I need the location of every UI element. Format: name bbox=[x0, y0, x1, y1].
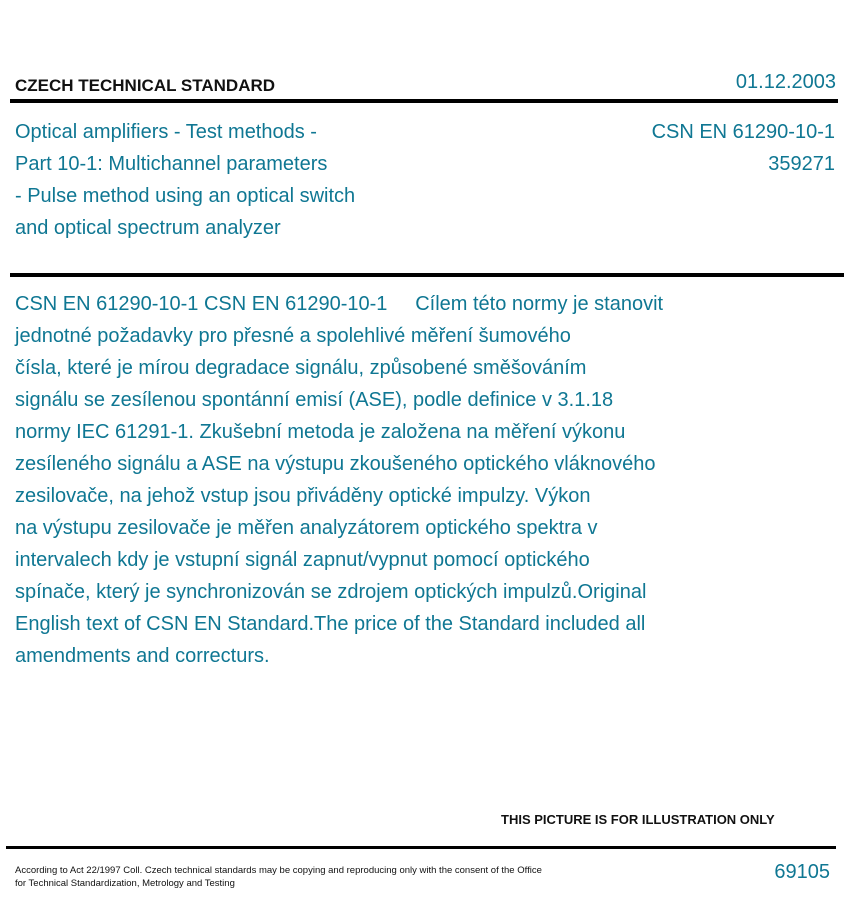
footer-divider bbox=[6, 846, 836, 849]
description-line: normy IEC 61291-1. Zkušební metoda je založena na měření výkonu bbox=[15, 421, 626, 443]
legal-line: for Technical Standardization, Metrology and Testing bbox=[15, 878, 235, 889]
description-line: na výstupu zesilovače je měřen analyzátorem optického spektra v bbox=[15, 517, 598, 539]
standard-description bbox=[15, 288, 735, 672]
description-line: čísla, které je mírou degradace signálu, způsobené směšováním bbox=[15, 357, 587, 379]
catalog-number: 359271 bbox=[768, 153, 835, 175]
standard-title bbox=[15, 116, 435, 244]
description-line: amendments and correcturs. bbox=[15, 645, 270, 667]
title-line: - Pulse method using an optical switch bbox=[15, 185, 356, 207]
description-line: intervalech kdy je vstupní signál zapnut/vypnut pomocí optického bbox=[15, 549, 590, 571]
description-line: jednotné požadavky pro přesné a spolehlivé měření šumového bbox=[15, 325, 571, 347]
legal-notice bbox=[15, 864, 615, 890]
header-divider bbox=[10, 99, 838, 103]
description-line: CSN EN 61290-10-1 CSN EN 61290-10-1 Cílem této normy je stanovit bbox=[15, 293, 664, 315]
document-type-label: CZECH TECHNICAL STANDARD bbox=[15, 76, 276, 95]
standard-code: CSN EN 61290-10-1 bbox=[651, 121, 835, 143]
description-line: signálu se zesílenou spontánní emisí (ASE), podle definice v 3.1.18 bbox=[15, 389, 614, 411]
description-line: zesíleného signálu a ASE na výstupu zkoušeného optického vláknového bbox=[15, 453, 656, 475]
publication-date: 01.12.2003 bbox=[735, 71, 836, 93]
illustration-note: THIS PICTURE IS FOR ILLUSTRATION ONLY bbox=[501, 812, 775, 827]
title-line: Part 10-1: Multichannel parameters bbox=[15, 153, 328, 175]
description-line: spínače, který je synchronizován se zdrojem optických impulzů.Original bbox=[15, 581, 647, 603]
legal-line: According to Act 22/1997 Coll. Czech technical standards may be copying and reproducing only with the consent of the Office bbox=[15, 865, 542, 876]
description-line: English text of CSN EN Standard.The price of the Standard included all bbox=[15, 613, 646, 635]
description-line: zesilovače, na jehož vstup jsou přiváděny optické impulzy. Výkon bbox=[15, 485, 591, 507]
title-divider bbox=[10, 273, 844, 277]
title-line: and optical spectrum analyzer bbox=[15, 217, 281, 239]
price-code: 69105 bbox=[774, 861, 830, 883]
title-line: Optical amplifiers - Test methods - bbox=[15, 121, 317, 143]
